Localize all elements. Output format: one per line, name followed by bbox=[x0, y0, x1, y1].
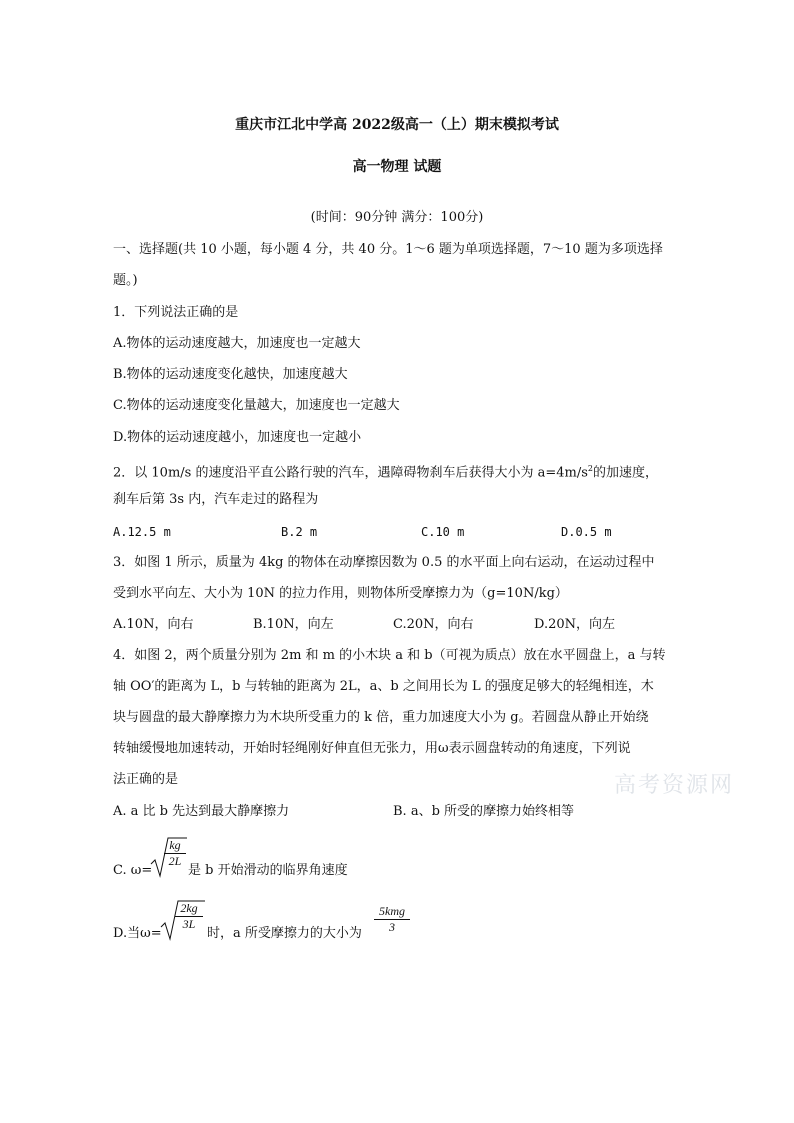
q4-line5: 法正确的是 bbox=[113, 772, 179, 787]
q2-superscript: 2 bbox=[587, 464, 593, 473]
q4-option-d-fraction bbox=[175, 901, 203, 932]
q4-line1: 4．如图 2，两个质量分别为 2m 和 m 的小木块 a 和 b（可视为质点）放在水平圆盘上，a 与转 bbox=[113, 648, 666, 663]
q1-option-a: A.物体的运动速度越大，加速度也一定越大 bbox=[113, 336, 361, 351]
q2-line2: 刹车后第 3s 内，汽车走过的路程为 bbox=[113, 492, 319, 507]
q1-stem: 1．下列说法正确的是 bbox=[113, 305, 239, 320]
q2-option-b: B.2 m bbox=[281, 525, 318, 539]
q3-line2: 受到水平向左、大小为 10N 的拉力作用，则物体所受摩擦力为（g=10N/kg） bbox=[113, 586, 568, 601]
q1-option-c: C.物体的运动速度变化量越大，加速度也一定越大 bbox=[113, 398, 400, 413]
q4-line3: 块与圆盘的最大静摩擦力为木块所受重力的 k 倍，重力加速度大小为 g。若圆盘从静止开始绕 bbox=[113, 710, 649, 725]
exam-info: (时间：90分钟 满分：100分) bbox=[310, 210, 484, 225]
q4-option-d-denominator: 3L bbox=[175, 916, 203, 932]
q4-option-a: A. a 比 b 先达到最大静摩擦力 bbox=[113, 804, 290, 819]
q4-option-d-result-numerator: 5kmg bbox=[379, 904, 405, 918]
exam-subtitle: 高一物理 试题 bbox=[352, 159, 442, 175]
q4-option-c-denominator: 2L bbox=[164, 853, 186, 869]
q3-line1: 3．如图 1 所示，质量为 4kg 的物体在动摩擦因数为 0.5 的水平面上向右运动，在运动过程中 bbox=[113, 555, 655, 570]
q4-option-d-result-fraction bbox=[374, 904, 410, 935]
q1-option-b: B.物体的运动速度变化越快，加速度越大 bbox=[113, 367, 348, 382]
q4-line4: 转轴缓慢地加速转动，开始时轻绳刚好伸直但无张力，用ω表示圆盘转动的角速度，下列说 bbox=[113, 741, 631, 756]
exam-title: 重庆市江北中学高 2022级高一（上）期末模拟考试 bbox=[235, 117, 559, 133]
q3-option-c: C.20N，向右 bbox=[393, 617, 474, 632]
q4-line2: 轴 OO′的距离为 L，b 与转轴的距离为 2L，a、b 之间用长为 L 的强度足够大的轻绳相连，木 bbox=[113, 679, 654, 694]
q4-option-b: B. a、b 所受的摩擦力始终相等 bbox=[393, 804, 575, 819]
q2-option-d: D.0.5 m bbox=[561, 525, 612, 539]
q4-option-d-middle: 时，a 所受摩擦力的大小为 bbox=[207, 926, 362, 941]
q3-option-d: D.20N，向左 bbox=[534, 617, 616, 632]
q1-option-d: D.物体的运动速度越小，加速度也一定越小 bbox=[113, 430, 362, 445]
q2-line1: 2．以 10m/s 的速度沿平直公路行驶的汽车，遇障碍物刹车后获得大小为 $a=4m/s^2$的加速度， bbox=[113, 464, 658, 481]
section-heading-line2: 题。) bbox=[113, 273, 138, 288]
q2-option-c: C.10 m bbox=[421, 525, 465, 539]
q4-option-c-fraction bbox=[164, 838, 186, 869]
q3-option-a: A.10N，向右 bbox=[113, 617, 194, 632]
q4-option-d-numerator: 2kg bbox=[180, 901, 198, 915]
section-heading-line1: 一、选择题(共 10 小题，每小题 4 分，共 40 分。1～6 题为单项选择题，7～10 题为多项选择 bbox=[113, 242, 663, 257]
q3-option-b: B.10N，向左 bbox=[253, 617, 334, 632]
q4-option-c-suffix: 是 b 开始滑动的临界角速度 bbox=[188, 863, 348, 878]
q4-option-c-prefix: C. ω= bbox=[113, 863, 153, 878]
q4-option-d-result-denominator: 3 bbox=[374, 919, 410, 935]
q2-option-a: A.12.5 m bbox=[113, 525, 171, 539]
q4-option-c-numerator: kg bbox=[169, 838, 181, 852]
watermark: 高考资源网 bbox=[614, 773, 735, 798]
q4-option-d-prefix: D.当ω= bbox=[113, 926, 162, 941]
